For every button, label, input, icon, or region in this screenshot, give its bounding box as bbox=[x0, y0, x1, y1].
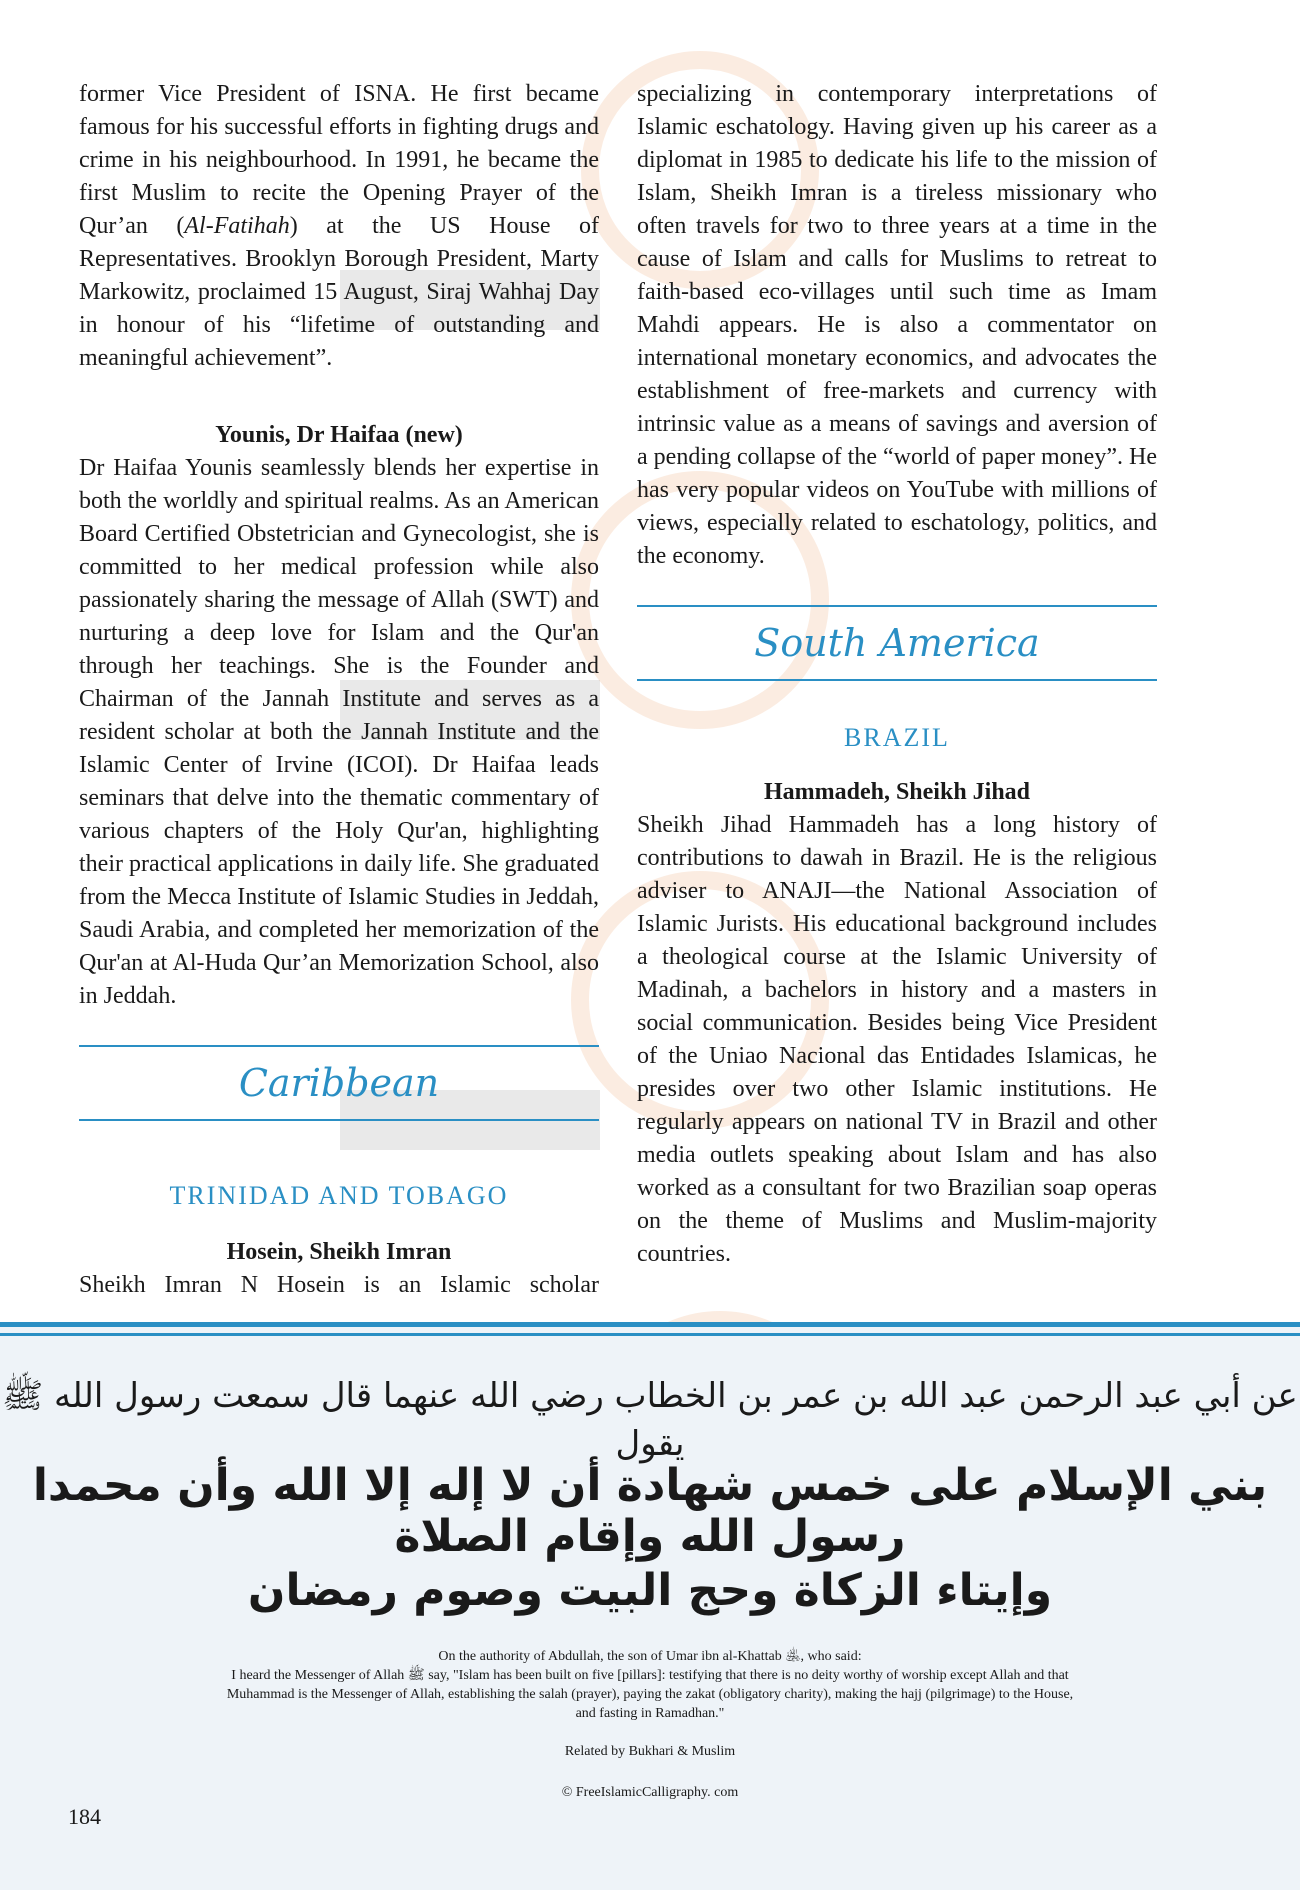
intro-text: former Vice President of ISNA. He first became famous for his successful efforts in fighting drugs and crime in his neighbourhood. In 1991, he became the first Muslim to recite the Opening Prayer of the Qur’an ( bbox=[79, 81, 599, 239]
person-name-younis: Younis, Dr Haifaa (new) bbox=[215, 422, 463, 448]
hadith-line-text: I heard the Messenger of Allah ﷺ say, "Islam has been built on five [pillars]: testifying that there is no deity worthy of worship except Allah and that Muhammad is the Messenger of Allah, establishing the salah (prayer), paying the zakat (obligatory charity), making the hajj (pilgrimage) to the House, and fasting in Ramadhan." bbox=[226, 1668, 1074, 1721]
region-title: South America bbox=[754, 621, 1040, 665]
intro-paragraph bbox=[79, 78, 599, 375]
person-bio-hosein-cont: specializing in contemporary interpretations of Islamic eschatology. Having given up his career as a diplomat in 1985 to dedicate his life to the mission of Islam, Sheikh Imran is a tireless missionary who often travels for two to three years at a time in the cause of Islam and calls for Muslims to retreat to faith-based eco-villages until such time as Imam Mahdi appears. He is also a commentator on international monetary economics, and advocates the establishment of free-markets and currency with intrinsic value as a means of savings and aversion of a pending collapse of the “world of paper money”. He has very popular videos on YouTube with millions of views, especially related to eschatology, politics, and the economy. bbox=[637, 81, 1157, 569]
page-number: 184 bbox=[68, 1804, 101, 1829]
intro-text-rest: ) at the US House of Representatives. Brooklyn Borough President, Marty Markowitz, proclaimed 15 August, Siraj Wahhaj Day in honour of his “lifetime of outstanding and meaningful achievement”. bbox=[79, 213, 599, 371]
hadith-line-authority: On the authority of Abdullah, the son of Umar ibn al-Khattab ﵁, who said: bbox=[438, 1649, 862, 1664]
person-bio-hosein-start: Sheikh Imran N Hosein is an Islamic scholar bbox=[79, 1272, 599, 1298]
country-heading-trinidad: TRINIDAD AND TOBAGO bbox=[169, 1181, 509, 1210]
person-bio-hammadeh: Sheikh Jihad Hammadeh has a long history of contributions to dawah in Brazil. He is the religious adviser to ANAJI—the National Association of Islamic Jurists. His educational background includes a theological course at the Islamic University of Madinah, a bachelors in history and a masters in social communication. Besides being Vice President of the Uniao Nacional das Entidades Islamicas, he presides over two other Islamic institutions. He regularly appears on national TV in Brazil and other media outlets speaking about Islam and has also worked as a consultant for two Brazilian soap operas on the theme of Muslims and Muslim-majority countries. bbox=[637, 812, 1157, 1267]
footer-rule-top bbox=[0, 1322, 1300, 1327]
left-column bbox=[79, 78, 599, 1302]
country-heading-brazil: BRAZIL bbox=[844, 723, 950, 752]
arabic-calligraphy-line-3: وإيتاء الزكاة وحج البيت وصوم رمضان bbox=[247, 1565, 1053, 1616]
intro-italic: Al-Fatihah bbox=[184, 213, 290, 239]
footer-rule-bottom bbox=[0, 1333, 1300, 1336]
arabic-calligraphy-line-2: بني الإسلام على خمس شهادة أن لا إله إلا الله وأن محمدا رسول الله وإقام الصلاة bbox=[32, 1460, 1268, 1562]
right-column bbox=[637, 78, 1157, 1271]
related-by: Related by Bukhari & Muslim bbox=[564, 1744, 736, 1759]
region-heading-south-america bbox=[637, 605, 1157, 681]
region-title: Caribbean bbox=[238, 1061, 440, 1105]
person-name-hammadeh: Hammadeh, Sheikh Jihad bbox=[763, 779, 1031, 805]
arabic-calligraphy-line-1: عن أبي عبد الرحمن عبد الله بن عمر بن الخطاب رضي الله عنهما قال سمعت رسول الله ﷺ يقول bbox=[2, 1376, 1298, 1464]
calligraphy-credit: © FreeIslamicCalligraphy. com bbox=[561, 1785, 739, 1800]
region-heading-caribbean bbox=[79, 1045, 599, 1121]
person-bio-younis: Dr Haifaa Younis seamlessly blends her expertise in both the worldly and spiritual realms. As an American Board Certified Obstetrician and Gynecologist, she is committed to her medical profession while also passionately sharing the message of Allah (SWT) and nurturing a deep love for Islam and the Qur'an through her teachings. She is the Founder and Chairman of the Jannah Institute and serves as a resident scholar at both the Jannah Institute and the Islamic Center of Irvine (ICOI). Dr Haifaa leads seminars that delve into the thematic commentary of various chapters of the Holy Qur'an, highlighting their practical applications in daily life. She graduated from the Mecca Institute of Islamic Studies in Jeddah, Saudi Arabia, and completed her memorization of the Qur'an at Al-Huda Qur’an Memorization School, also in Jeddah. bbox=[79, 455, 599, 1009]
hadith-translation bbox=[220, 1647, 1080, 1723]
person-name-hosein: Hosein, Sheikh Imran bbox=[226, 1239, 452, 1265]
